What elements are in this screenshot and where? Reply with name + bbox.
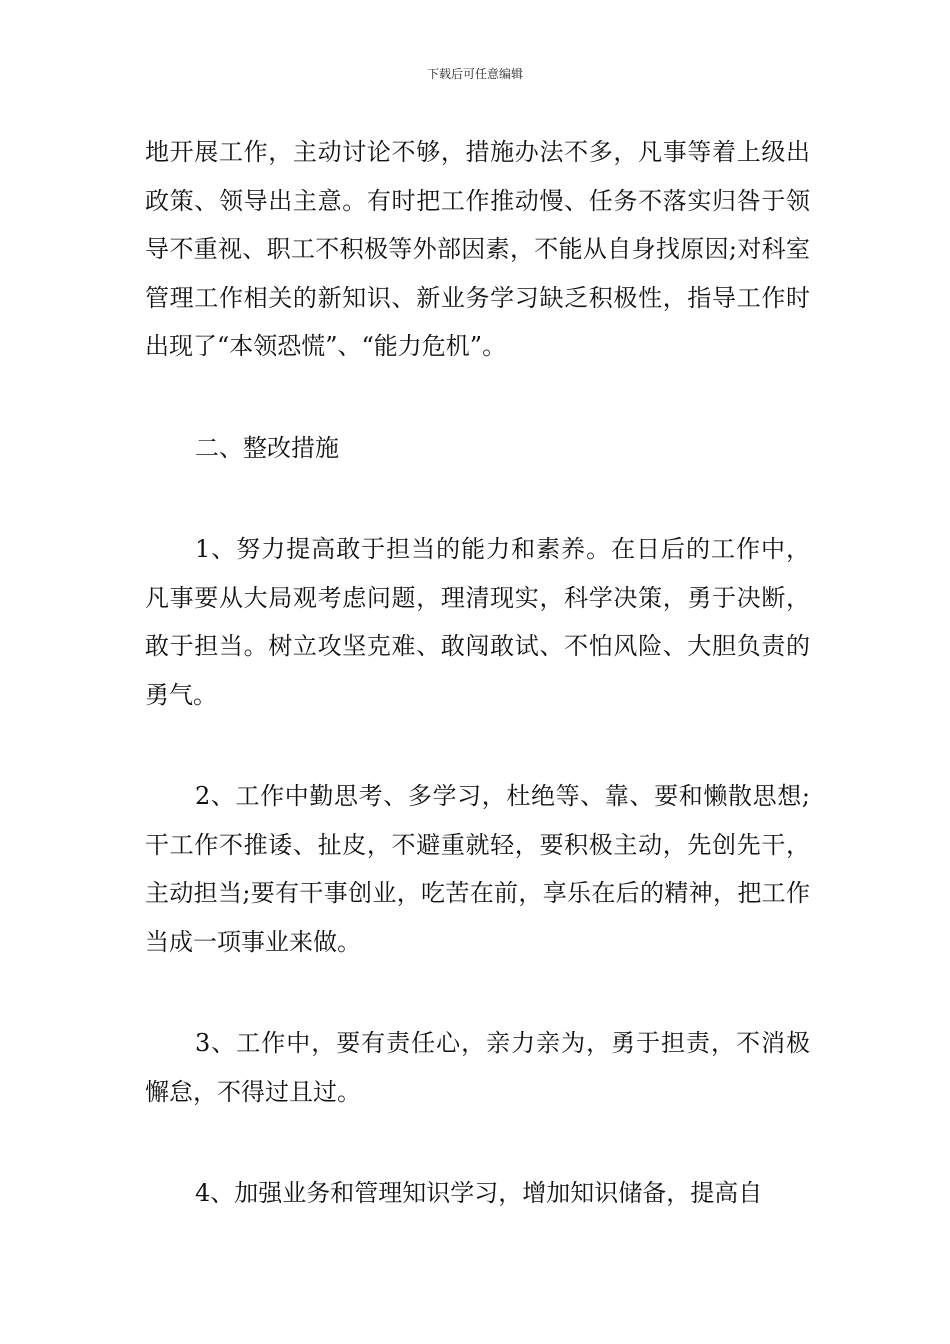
paragraph-measure-2: 2、工作中勤思考、多学习，杜绝等、靠、要和懒散思想;干工作不推诿、扯皮，不避重就轻，要积极主动，先创先干，主动担当;要有干事创业，吃苦在前，享乐在后的精神，把工作当成一项事业来做。	[145, 782, 810, 956]
document-body	[145, 128, 810, 1218]
section-heading-rectification: 二、整改措施	[195, 433, 339, 462]
page-header: 下载后可任意编辑	[426, 67, 523, 81]
paragraph-measure-4: 4、加强业务和管理知识学习，增加知识储备，提高自	[195, 1179, 763, 1207]
paragraph-measure-1: 1、努力提高敢于担当的能力和素养。在日后的工作中，凡事要从大局观考虑问题，理清现实，科学决策，勇于决断，敢于担当。树立攻坚克难、敢闯敢试、不怕风险、大胆负责的勇气。	[145, 535, 810, 709]
paragraph-problem-continuation: 地开展工作，主动讨论不够，措施办法不多，凡事等着上级出政策、领导出主意。有时把工作推动慢、任务不落实归咎于领导不重视、职工不积极等外部因素，不能从自身找原因;对科室管理工作相关的新知识、新业务学习缺乏积极性，指导工作时出现了“本领恐慌”、“能力危机”。	[145, 138, 810, 360]
paragraph-measure-3: 3、工作中，要有责任心，亲力亲为，勇于担责，不消极懈怠，不得过且过。	[145, 1029, 810, 1106]
